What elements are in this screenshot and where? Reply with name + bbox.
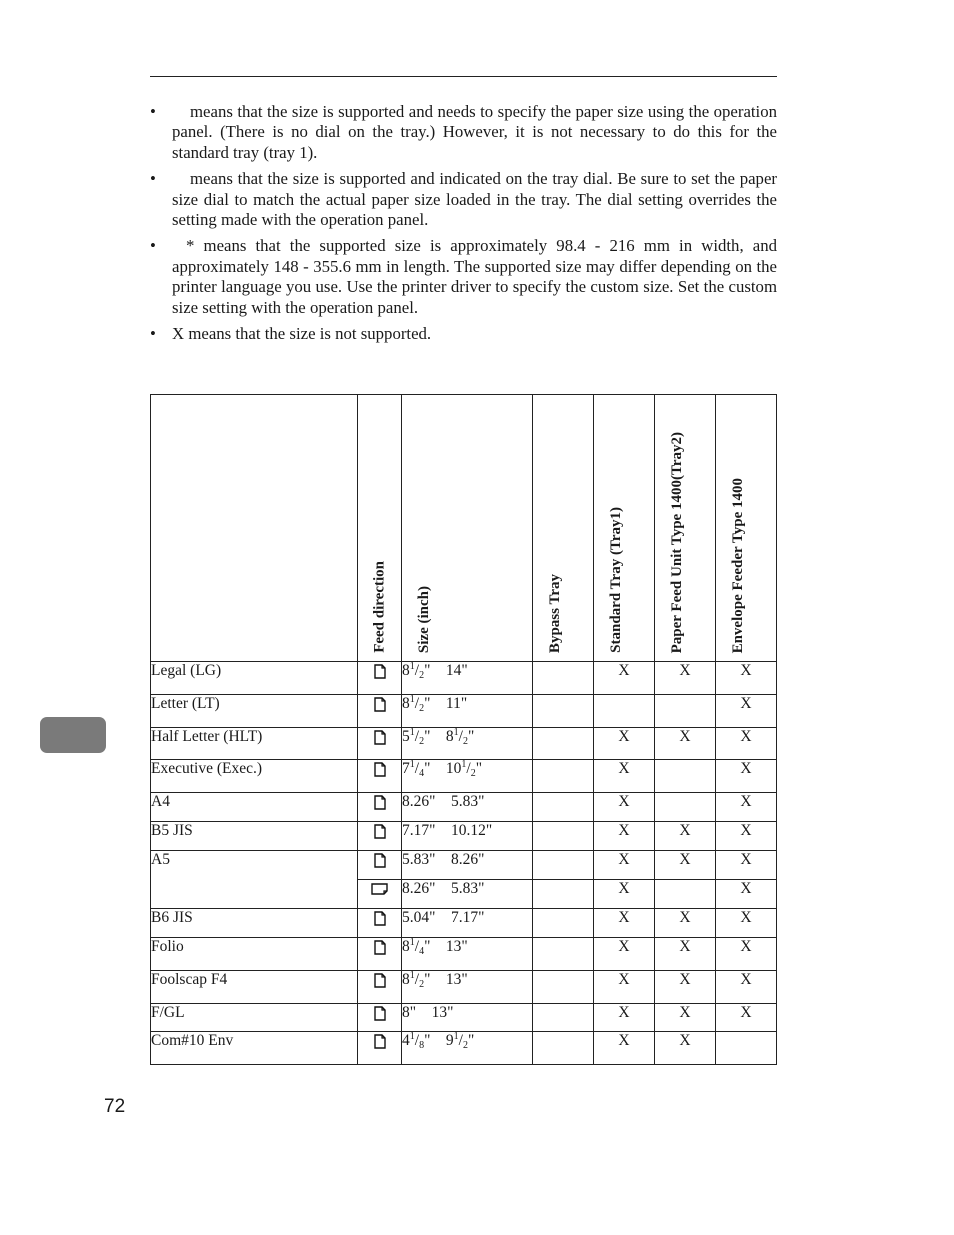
paper-feed-cell [655, 880, 716, 909]
legend-item-operation-panel: • means that the size is supported and needs to specify the paper size using the operation panel. (There is no dial on the tray.) However, it is not necessary to do this for the standard tray (tray 1). [150, 102, 777, 162]
size-cell: $5^1/_2$" $8^1/_2$" [402, 728, 533, 760]
paper-feed-cell: X [655, 662, 716, 695]
size-cell: 8.26" 5.83" [402, 880, 533, 909]
feed-direction-cell [358, 695, 402, 728]
bypass-cell [533, 695, 594, 728]
size-cell: $8^1/_2$" 14" [402, 662, 533, 695]
legend-list [150, 102, 777, 350]
standard-cell: X [594, 760, 655, 793]
feed-direction-cell [358, 1032, 402, 1065]
header-bypass-tray: Bypass Tray [533, 395, 594, 662]
size-cell: $8^1/_4$" 13" [402, 938, 533, 971]
standard-cell: X [594, 938, 655, 971]
paper-portrait-icon [374, 695, 386, 712]
bypass-cell [533, 880, 594, 909]
standard-cell: X [594, 971, 655, 1004]
envelope-cell: X [716, 760, 777, 793]
paper-name: Half Letter (HLT) [151, 728, 358, 760]
bypass-cell [533, 793, 594, 822]
envelope-cell: X [716, 728, 777, 760]
paper-feed-cell: X [655, 728, 716, 760]
size-cell: 7.17" 10.12" [402, 822, 533, 851]
paper-portrait-icon [374, 971, 386, 988]
table-row [151, 728, 777, 760]
paper-name: A5 [151, 851, 358, 909]
size-cell: $8^1/_2$" 13" [402, 971, 533, 1004]
envelope-cell: X [716, 793, 777, 822]
header-standard-tray: Standard Tray (Tray1) [594, 395, 655, 662]
paper-portrait-icon [374, 851, 386, 868]
bypass-cell [533, 822, 594, 851]
paper-feed-cell: X [655, 851, 716, 880]
envelope-cell: X [716, 909, 777, 938]
table-row [151, 822, 777, 851]
legend-item-custom-size: • * means that the supported size is approximately 98.4 - 216 mm in width, and approximately 148 - 355.6 mm in length. The supported size may differ depending on the printer language you use. Use the printer driver to specify the custom size. Set the custom size setting with the operation panel. [150, 236, 777, 317]
header-paper-feed-unit: Paper Feed Unit Type 1400(Tray2) [655, 395, 716, 662]
paper-name: B6 JIS [151, 909, 358, 938]
table-row [151, 909, 777, 938]
bypass-cell [533, 971, 594, 1004]
standard-cell: X [594, 793, 655, 822]
envelope-cell: X [716, 851, 777, 880]
table-body [151, 662, 777, 1065]
bypass-cell [533, 909, 594, 938]
paper-feed-cell [655, 793, 716, 822]
standard-cell: X [594, 1032, 655, 1065]
header-envelope-feeder: Envelope Feeder Type 1400 [716, 395, 777, 662]
table-row [151, 851, 777, 880]
envelope-cell [716, 1032, 777, 1065]
table-row [151, 695, 777, 728]
paper-name: F/GL [151, 1004, 358, 1032]
paper-name: B5 JIS [151, 822, 358, 851]
feed-direction-cell [358, 662, 402, 695]
standard-cell: X [594, 851, 655, 880]
feed-direction-cell [358, 1004, 402, 1032]
paper-portrait-icon [374, 938, 386, 955]
paper-portrait-icon [374, 1032, 386, 1049]
feed-direction-cell [358, 938, 402, 971]
paper-portrait-icon [374, 793, 386, 810]
size-cell: $4^1/_8$" $9^1/_2$" [402, 1032, 533, 1065]
legend-item-not-supported: • X means that the size is not supported. [150, 324, 432, 344]
paper-feed-cell: X [655, 822, 716, 851]
feed-direction-cell [358, 760, 402, 793]
feed-direction-cell [358, 793, 402, 822]
paper-name: A4 [151, 793, 358, 822]
paper-feed-cell [655, 695, 716, 728]
table-row [151, 793, 777, 822]
header-paper-name [151, 395, 358, 662]
paper-portrait-icon [374, 662, 386, 679]
paper-name: Foolscap F4 [151, 971, 358, 1004]
standard-cell [594, 695, 655, 728]
paper-name: Legal (LG) [151, 662, 358, 695]
envelope-cell: X [716, 662, 777, 695]
paper-name: Folio [151, 938, 358, 971]
paper-portrait-icon [374, 760, 386, 777]
paper-portrait-icon [374, 1004, 386, 1021]
feed-direction-cell [358, 851, 402, 880]
feed-direction-cell [358, 909, 402, 938]
standard-cell: X [594, 728, 655, 760]
paper-feed-cell [655, 760, 716, 793]
paper-feed-cell: X [655, 938, 716, 971]
table-row [151, 971, 777, 1004]
paper-feed-cell: X [655, 1032, 716, 1065]
envelope-cell: X [716, 695, 777, 728]
standard-cell: X [594, 1004, 655, 1032]
bypass-cell [533, 1004, 594, 1032]
bypass-cell [533, 938, 594, 971]
size-cell: 5.83" 8.26" [402, 851, 533, 880]
paper-feed-cell: X [655, 971, 716, 1004]
chapter-tab [40, 717, 106, 753]
page-number: 72 [104, 1096, 126, 1117]
bypass-cell [533, 662, 594, 695]
size-cell: 8.26" 5.83" [402, 793, 533, 822]
size-cell: 5.04" 7.17" [402, 909, 533, 938]
envelope-cell: X [716, 822, 777, 851]
paper-name: Executive (Exec.) [151, 760, 358, 793]
paper-name: Letter (LT) [151, 695, 358, 728]
size-cell: $7^1/_4$" $10^1/_2$" [402, 760, 533, 793]
feed-direction-cell [358, 822, 402, 851]
paper-portrait-icon [374, 728, 386, 745]
header-rule [150, 76, 777, 77]
paper-portrait-icon [374, 822, 386, 839]
standard-cell: X [594, 880, 655, 909]
paper-size-table [150, 394, 777, 1065]
standard-cell: X [594, 822, 655, 851]
table-row [151, 1032, 777, 1065]
envelope-cell: X [716, 971, 777, 1004]
table-row [151, 662, 777, 695]
table-row [151, 1004, 777, 1032]
bypass-cell [533, 760, 594, 793]
bypass-cell [533, 851, 594, 880]
table-header-row [151, 395, 777, 662]
header-size-inch: Size (inch) [402, 395, 533, 662]
paper-landscape-icon [371, 880, 388, 897]
feed-direction-cell [358, 728, 402, 760]
standard-cell: X [594, 662, 655, 695]
paper-portrait-icon [374, 909, 386, 926]
table-row [151, 760, 777, 793]
legend-item-tray-dial: • means that the size is supported and indicated on the tray dial. Be sure to set the paper size dial to match the actual paper size loaded in the tray. The dial setting overrides the setting made with the operation panel. [150, 169, 777, 230]
feed-direction-cell [358, 880, 402, 909]
header-feed-direction: Feed direction [358, 395, 402, 662]
paper-feed-cell: X [655, 1004, 716, 1032]
envelope-cell: X [716, 938, 777, 971]
bypass-cell [533, 1032, 594, 1065]
size-cell: $8^1/_2$" 11" [402, 695, 533, 728]
paper-feed-cell: X [655, 909, 716, 938]
table-row [151, 938, 777, 971]
bypass-cell [533, 728, 594, 760]
size-cell: 8" 13" [402, 1004, 533, 1032]
envelope-cell: X [716, 1004, 777, 1032]
feed-direction-cell [358, 971, 402, 1004]
paper-name: Com#10 Env [151, 1032, 358, 1065]
envelope-cell: X [716, 880, 777, 909]
standard-cell: X [594, 909, 655, 938]
